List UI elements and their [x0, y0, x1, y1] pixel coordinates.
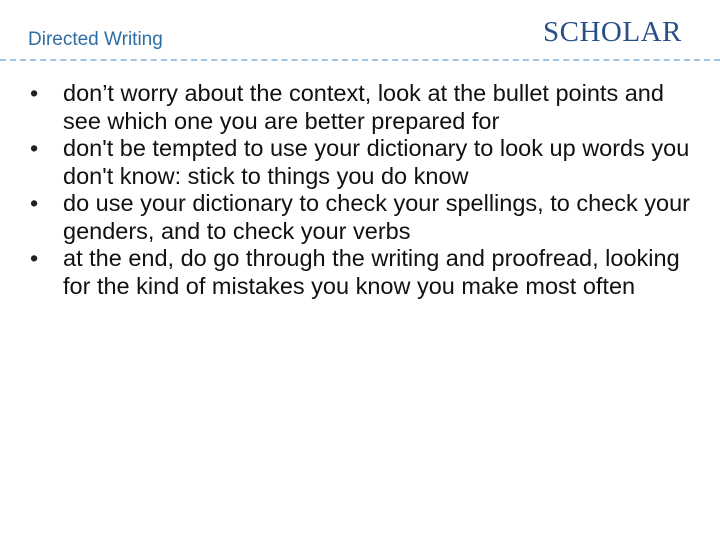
bullet-icon: • — [30, 80, 39, 106]
list-item — [30, 245, 700, 300]
bullet-icon: • — [30, 190, 39, 216]
bullet-text: don’t worry about the context, look at the bullet points and see which one you are better prepared for — [63, 80, 664, 134]
bullet-icon: • — [30, 135, 39, 161]
bullet-text: at the end, do go through the writing and proofread, looking for the kind of mistakes you know you make most often — [63, 245, 680, 299]
bullet-text: don't be tempted to use your dictionary to look up words you don't know: stick to things you do know — [63, 135, 690, 189]
list-item — [30, 135, 700, 190]
bullet-text: do use your dictionary to check your spellings, to check your genders, and to check your verbs — [63, 190, 690, 244]
slide-title: Directed Writing — [28, 29, 163, 50]
list-item — [30, 190, 700, 245]
bullet-list — [30, 80, 700, 300]
list-item — [30, 80, 700, 135]
bullet-icon: • — [30, 245, 39, 271]
header-divider — [0, 59, 720, 61]
scholar-logo: SCHOLAR — [543, 16, 682, 48]
